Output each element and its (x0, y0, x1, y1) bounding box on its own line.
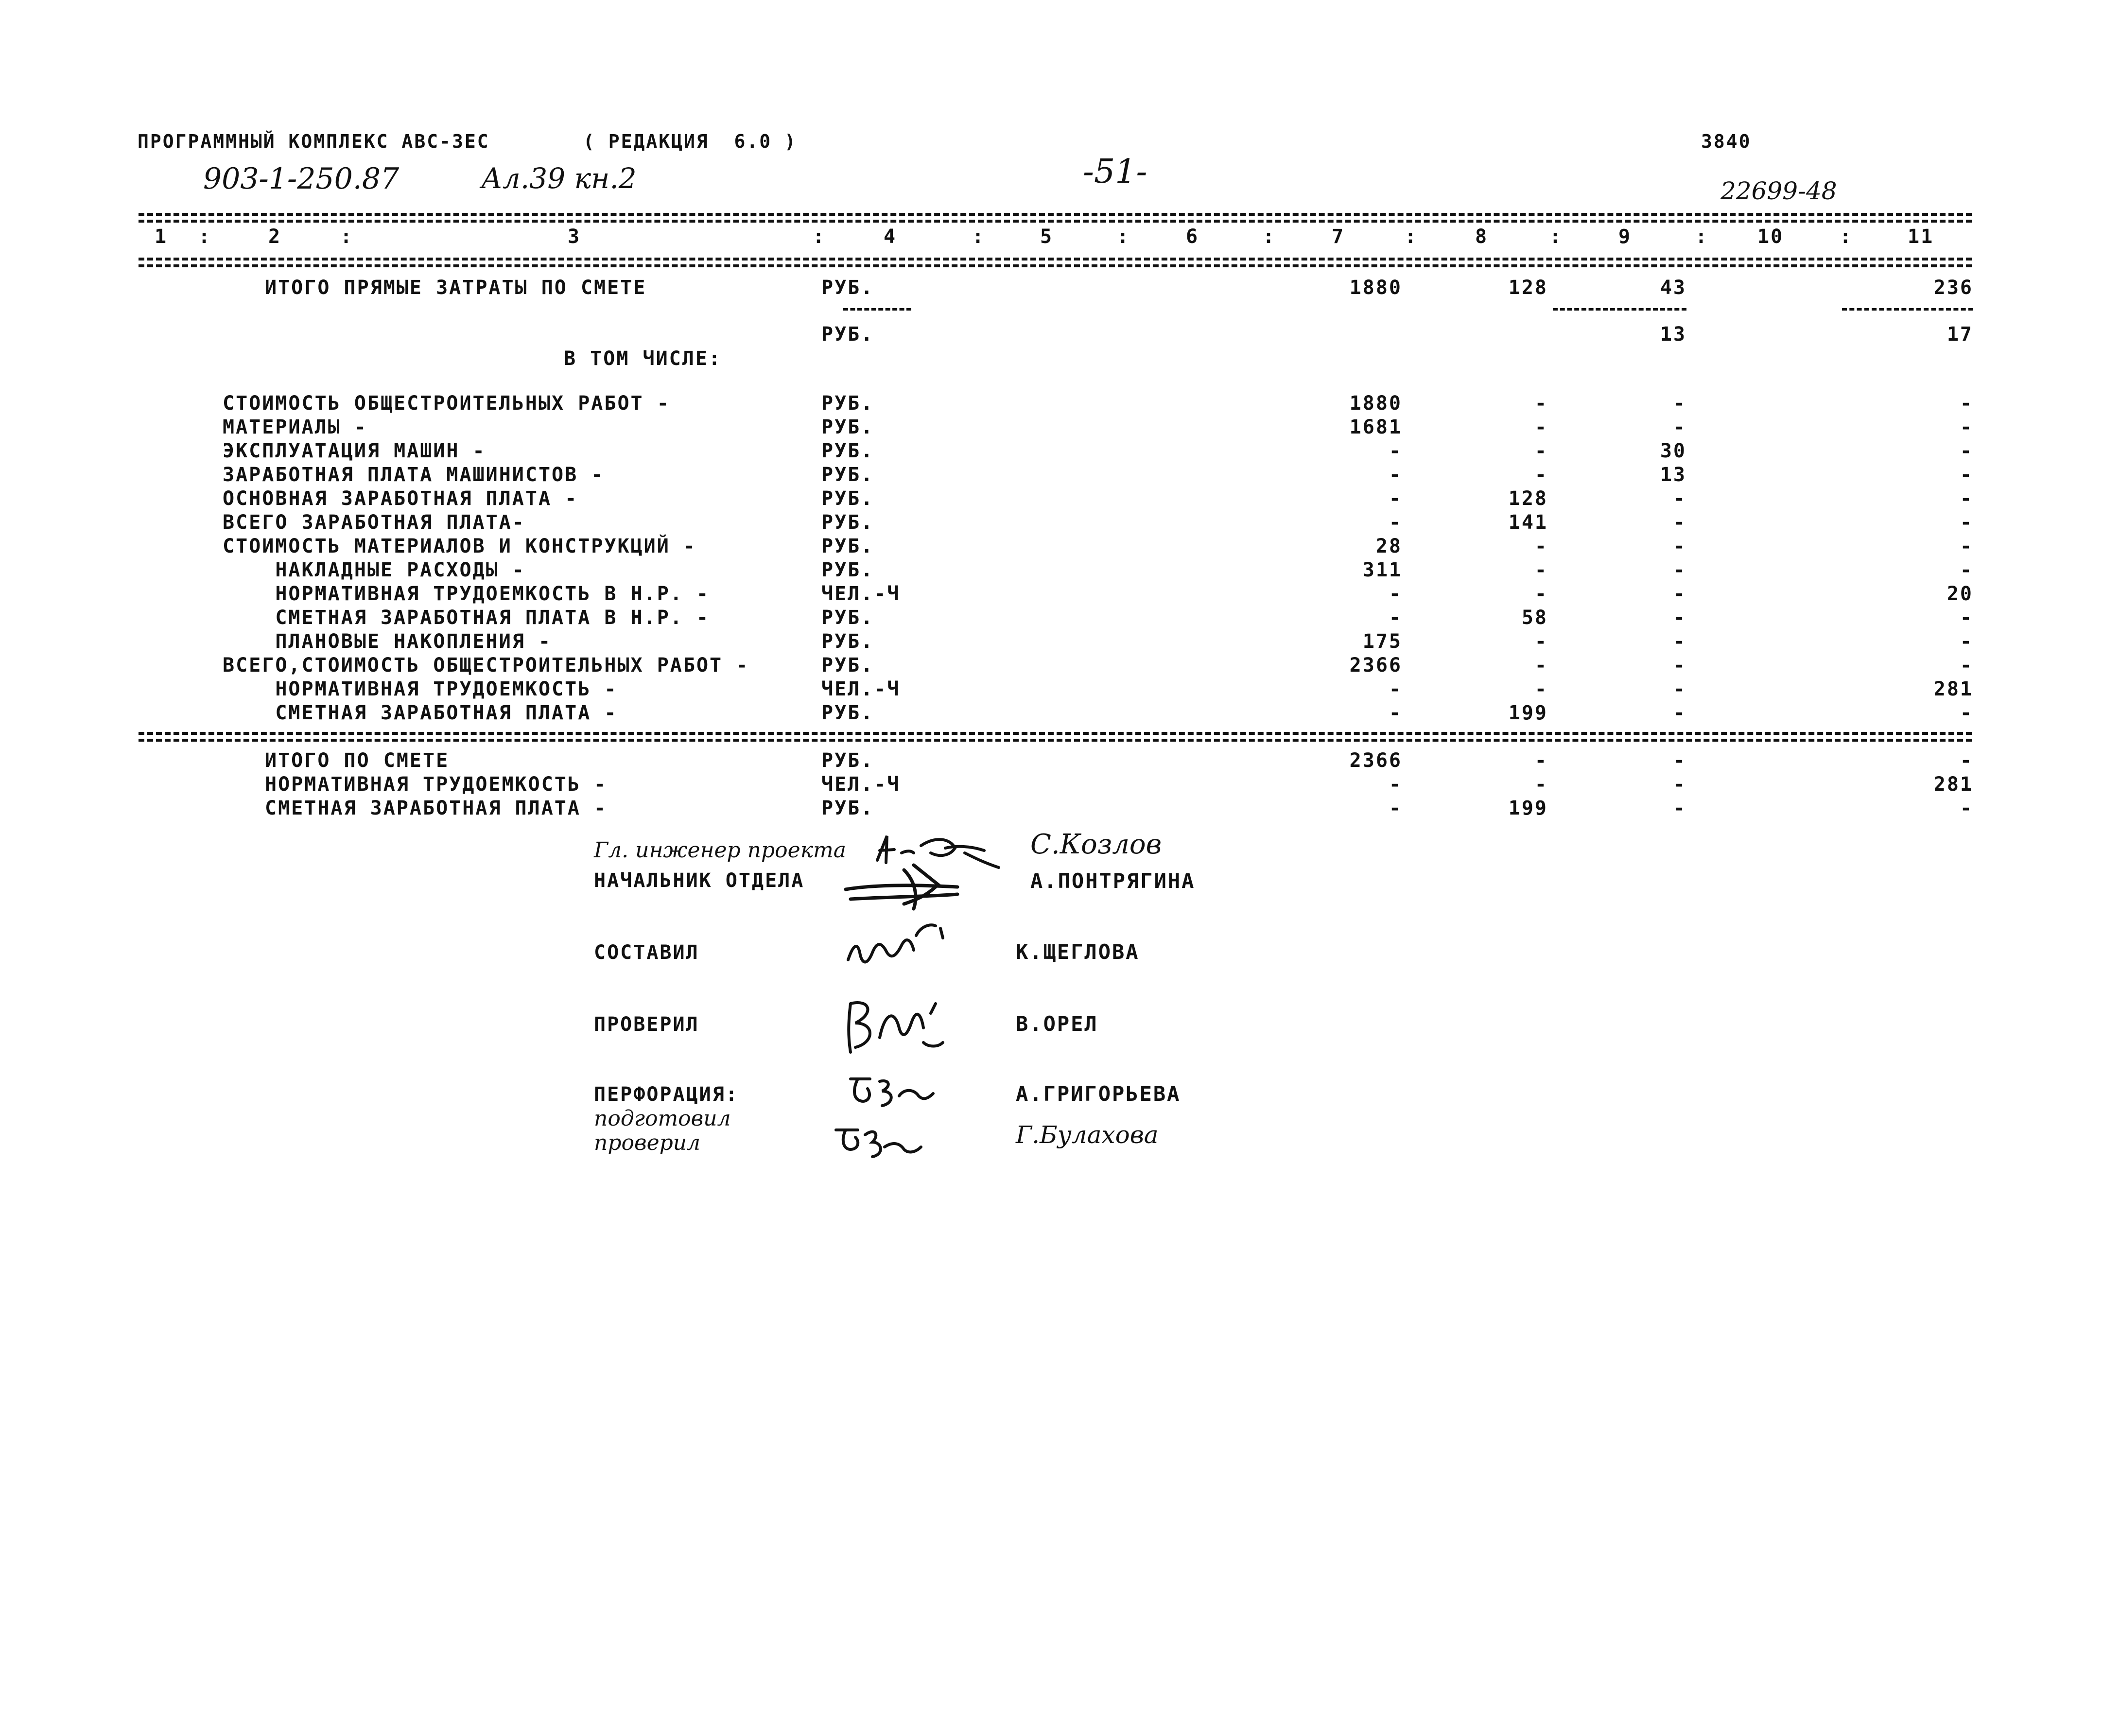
column-number: 5 (1040, 226, 1054, 248)
row-label: НАКЛАДНЫЕ РАСХОДЫ - (223, 559, 525, 581)
table-row (0, 537, 2120, 560)
cell-col7: 2366 (1349, 749, 1402, 772)
including-heading: В ТОМ ЧИСЛЕ: (564, 347, 722, 370)
cell-col7: 2366 (1349, 654, 1402, 677)
cell-col9: - (1673, 773, 1686, 796)
document-number: 22699-48 (1720, 177, 1837, 205)
page-mark: -51- (1083, 153, 1147, 191)
cell-col11: - (1960, 511, 1973, 534)
handwritten-signature (846, 1072, 943, 1111)
column-separator: : (1549, 226, 1563, 248)
cell-col11: - (1960, 464, 1973, 486)
unit-cell: РУБ. (821, 392, 874, 415)
unit-cell: РУБ. (821, 464, 874, 486)
cell-col8: - (1534, 630, 1548, 653)
row-label: ИТОГО ПО СМЕТЕ (265, 749, 450, 772)
table-row (0, 394, 2120, 417)
row-label: ПЛАНОВЫЕ НАКОПЛЕНИЯ - (223, 630, 552, 653)
cell-col7: 1681 (1349, 416, 1402, 438)
handwritten-signature (836, 994, 953, 1057)
table-row (0, 608, 2120, 632)
cell-col11: 281 (1933, 678, 1973, 700)
unit-cell: РУБ. (821, 323, 874, 346)
table-row (0, 656, 2120, 679)
table-row (0, 489, 2120, 513)
cell-col9: 13 (1660, 323, 1686, 346)
unit-cell: РУБ. (821, 630, 874, 653)
cell-col8: - (1534, 535, 1548, 557)
column-separator: : (340, 226, 354, 248)
unit-cell: РУБ. (821, 535, 874, 557)
table-row (0, 775, 2120, 799)
col9-underline (1553, 308, 1686, 311)
cell-col8: - (1534, 773, 1548, 796)
signer-name: А.ГРИГОРЬЕВА (1016, 1082, 1181, 1106)
cell-col11: - (1960, 607, 1973, 629)
unit-cell: ЧЕЛ.-Ч (821, 773, 901, 796)
cell-col7: - (1389, 678, 1402, 700)
signature-role: подготовил (594, 1106, 731, 1131)
unit-cell: РУБ. (821, 749, 874, 772)
column-number: 11 (1908, 226, 1934, 248)
table-row (0, 584, 2120, 608)
cell-col7: - (1389, 702, 1402, 724)
row-label: МАТЕРИАЛЫ - (223, 416, 367, 438)
column-number: 3 (568, 226, 581, 248)
cell-col9: - (1673, 416, 1686, 438)
album-label: Ал.39 кн.2 (481, 162, 637, 195)
program-title: ПРОГРАММНЫЙ КОМПЛЕКС АВС-ЗЕС (138, 131, 490, 152)
column-number: 10 (1757, 226, 1784, 248)
cell-col8: 58 (1521, 607, 1548, 629)
signature-role: НАЧАЛЬНИК ОТДЕЛА (594, 869, 805, 892)
column-separator: : (1695, 226, 1709, 248)
unit-cell: РУБ. (821, 277, 874, 299)
cell-col11: - (1960, 630, 1973, 653)
table-row (0, 465, 2120, 489)
cell-col8: - (1534, 416, 1548, 438)
row-label: ВСЕГО ЗАРАБОТНАЯ ПЛАТА- (223, 511, 525, 534)
table-row (0, 417, 2120, 441)
totals-rule-2 (139, 739, 1972, 742)
cell-col9: - (1673, 535, 1686, 557)
project-number: 903-1-250.87 (203, 162, 400, 196)
cell-col9: 13 (1660, 464, 1686, 486)
column-number: 7 (1332, 226, 1345, 248)
cell-col9: - (1673, 392, 1686, 415)
signer-name: С.Козлов (1030, 829, 1162, 860)
unit-cell: РУБ. (821, 797, 874, 819)
cell-col7: 311 (1362, 559, 1402, 581)
cell-col7: - (1389, 773, 1402, 796)
cell-col11: - (1960, 392, 1973, 415)
cell-col8: 141 (1508, 511, 1548, 534)
cell-col8: - (1534, 749, 1548, 772)
column-separator: : (1405, 226, 1418, 248)
signer-name: К.ЩЕГЛОВА (1016, 940, 1140, 964)
unit-cell: РУБ. (821, 440, 874, 462)
cell-col8: - (1534, 583, 1548, 605)
column-number: 2 (268, 226, 282, 248)
unit-cell: ЧЕЛ.-Ч (821, 583, 901, 605)
cell-col11: - (1960, 487, 1973, 510)
table-row (0, 679, 2120, 703)
cell-col9: - (1673, 678, 1686, 700)
unit-cell: РУБ. (821, 416, 874, 438)
column-number: 4 (884, 226, 897, 248)
cell-col11: 20 (1946, 583, 1973, 605)
cell-col11: - (1960, 702, 1973, 724)
summary-row-2 (0, 325, 2120, 348)
signer-name: Г.Булахова (1016, 1121, 1159, 1149)
cell-col9: - (1673, 583, 1686, 605)
row-label: НОРМАТИВНАЯ ТРУДОЕМКОСТЬ - (265, 773, 608, 796)
row-label: ОСНОВНАЯ ЗАРАБОТНАЯ ПЛАТА - (223, 487, 578, 510)
cell-col9: - (1673, 487, 1686, 510)
cell-col11: - (1960, 797, 1973, 819)
signature-role: Гл. инженер проекта (594, 838, 846, 863)
signature-role: проверил (594, 1130, 701, 1155)
table-row (0, 799, 2120, 822)
handwritten-signature (843, 921, 960, 979)
cell-col9: - (1673, 797, 1686, 819)
signature-role: ПРОВЕРИЛ (594, 1013, 699, 1036)
cell-col7: - (1389, 607, 1402, 629)
signer-name: В.ОРЕЛ (1016, 1012, 1098, 1036)
cell-col9: 43 (1660, 277, 1686, 299)
header-rule-top (139, 213, 1972, 216)
cell-col7: - (1389, 440, 1402, 462)
row-label: НОРМАТИВНАЯ ТРУДОЕМКОСТЬ - (223, 678, 618, 700)
cell-col7: 28 (1375, 535, 1402, 557)
row-label: ЭКСПЛУАТАЦИЯ МАШИН - (223, 440, 486, 462)
table-row (0, 632, 2120, 656)
column-number: 8 (1475, 226, 1489, 248)
column-separator: : (1263, 226, 1276, 248)
totals-rule (139, 732, 1972, 735)
header-rule-bottom (139, 258, 1972, 260)
cell-col7: - (1389, 797, 1402, 819)
table-row (0, 513, 2120, 537)
cell-col8: 199 (1508, 702, 1548, 724)
column-separator: : (1117, 226, 1130, 248)
cell-col9: - (1673, 749, 1686, 772)
handwritten-signature (836, 855, 982, 914)
column-separator: : (198, 226, 212, 248)
code-label: 3840 (1701, 131, 1752, 152)
cell-col7: - (1389, 464, 1402, 486)
column-separator: : (813, 226, 826, 248)
column-separator: : (1840, 226, 1853, 248)
table-row (0, 560, 2120, 584)
header-rule-bottom-2 (139, 264, 1972, 267)
row-label: ВСЕГО,СТОИМОСТЬ ОБЩЕСТРОИТЕЛЬНЫХ РАБОТ - (223, 654, 749, 677)
cell-col11: - (1960, 654, 1973, 677)
column-number: 1 (155, 226, 168, 248)
unit-underline (843, 308, 911, 311)
cell-col11: 17 (1946, 323, 1973, 346)
cell-col11: 281 (1933, 773, 1973, 796)
cell-col11: - (1960, 416, 1973, 438)
cell-col8: - (1534, 559, 1548, 581)
unit-cell: РУБ. (821, 487, 874, 510)
cell-col11: - (1960, 440, 1973, 462)
unit-cell: РУБ. (821, 607, 874, 629)
table-row (0, 751, 2120, 775)
unit-cell: РУБ. (821, 559, 874, 581)
cell-col9: - (1673, 511, 1686, 534)
cell-col8: - (1534, 392, 1548, 415)
row-label: СМЕТНАЯ ЗАРАБОТНАЯ ПЛАТА В Н.Р. - (223, 607, 710, 629)
row-label: НОРМАТИВНАЯ ТРУДОЕМКОСТЬ В Н.Р. - (223, 583, 710, 605)
column-number: 9 (1618, 226, 1632, 248)
cell-col11: - (1960, 749, 1973, 772)
handwritten-signature (831, 1118, 928, 1162)
summary-title: ИТОГО ПРЯМЫЕ ЗАТРАТЫ ПО СМЕТЕ (265, 277, 647, 299)
cell-col9: 30 (1660, 440, 1686, 462)
edition-label: ( РЕДАКЦИЯ 6.0 ) (583, 131, 797, 152)
cell-col7: 1880 (1349, 277, 1402, 299)
cell-col7: - (1389, 511, 1402, 534)
col11-underline (1842, 308, 1973, 311)
cell-col11: - (1960, 535, 1973, 557)
column-number: 6 (1186, 226, 1199, 248)
cell-col9: - (1673, 607, 1686, 629)
cell-col9: - (1673, 630, 1686, 653)
column-separator: : (972, 226, 986, 248)
signer-name: А.ПОНТРЯГИНА (1030, 869, 1196, 893)
cell-col11: 236 (1933, 277, 1973, 299)
table-row (0, 441, 2120, 465)
unit-cell: РУБ. (821, 511, 874, 534)
cell-col7: - (1389, 487, 1402, 510)
cell-col7: 175 (1362, 630, 1402, 653)
cell-col8: - (1534, 464, 1548, 486)
unit-cell: РУБ. (821, 654, 874, 677)
signature-role: ПЕРФОРАЦИЯ: (594, 1083, 739, 1106)
cell-col7: - (1389, 583, 1402, 605)
cell-col8: 199 (1508, 797, 1548, 819)
cell-col8: - (1534, 654, 1548, 677)
cell-col8: 128 (1508, 277, 1548, 299)
cell-col11: - (1960, 559, 1973, 581)
row-label: СТОИМОСТЬ МАТЕРИАЛОВ И КОНСТРУКЦИЙ - (223, 535, 696, 557)
cell-col9: - (1673, 654, 1686, 677)
cell-col8: - (1534, 678, 1548, 700)
row-label: СМЕТНАЯ ЗАРАБОТНАЯ ПЛАТА - (265, 797, 608, 819)
cell-col9: - (1673, 559, 1686, 581)
cell-col7: 1880 (1349, 392, 1402, 415)
row-label: ЗАРАБОТНАЯ ПЛАТА МАШИНИСТОВ - (223, 464, 605, 486)
signature-role: СОСТАВИЛ (594, 941, 699, 964)
header-rule-top-2 (139, 220, 1972, 223)
row-label: СМЕТНАЯ ЗАРАБОТНАЯ ПЛАТА - (223, 702, 618, 724)
row-label: СТОИМОСТЬ ОБЩЕСТРОИТЕЛЬНЫХ РАБОТ - (223, 392, 670, 415)
unit-cell: РУБ. (821, 702, 874, 724)
summary-row (0, 278, 2120, 302)
cell-col9: - (1673, 702, 1686, 724)
unit-cell: ЧЕЛ.-Ч (821, 678, 901, 700)
cell-col8: - (1534, 440, 1548, 462)
table-row (0, 703, 2120, 727)
cell-col8: 128 (1508, 487, 1548, 510)
